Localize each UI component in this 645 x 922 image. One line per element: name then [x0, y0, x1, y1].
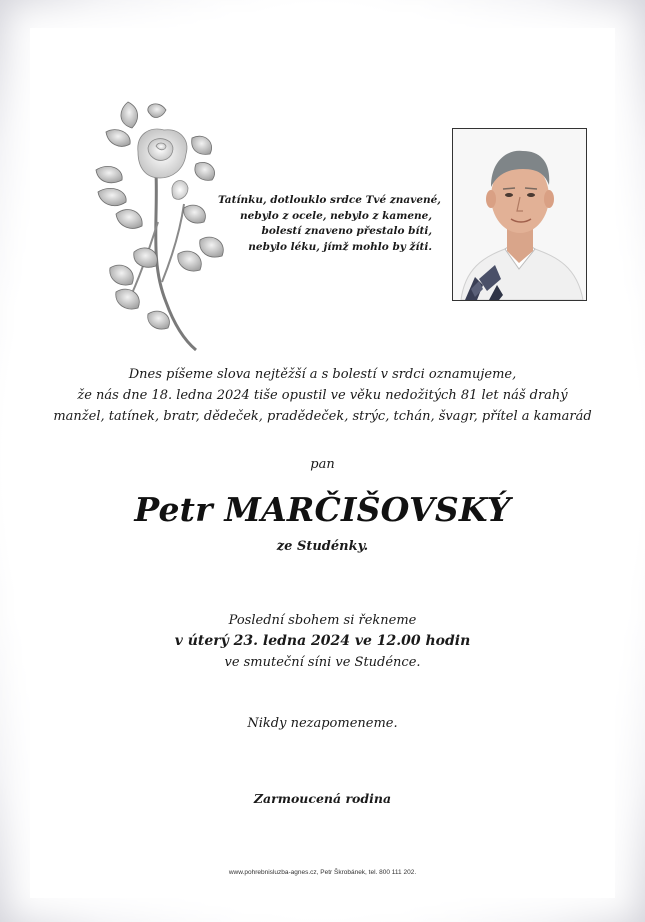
verse-line: Tatínku, dotlouklo srdce Tvé znavené,	[218, 194, 441, 206]
announcement-line: Dnes píšeme slova nejtěžší a s bolestí v srdci oznamujeme,	[128, 367, 517, 382]
rose-icon	[88, 92, 238, 354]
deceased-name: Petr MARČIŠOVSKÝ	[134, 490, 511, 529]
ceremony-place: ve smuteční síni ve Studénce.	[224, 655, 421, 670]
portrait-icon	[453, 129, 586, 300]
verse	[218, 193, 441, 255]
portrait-photo	[452, 128, 587, 301]
announcement-text	[0, 364, 645, 427]
verse-line: nebylo z ocele, nebylo z kamene,	[240, 209, 432, 222]
announcement-line: že nás dne 18. ledna 2024 tiše opustil ve věku nedožitých 81 let náš drahý	[77, 388, 568, 403]
ceremony-intro: Poslední sbohem si řekneme	[228, 613, 417, 628]
funeral-service-footer: www.pohrebnisluzba-agnes.cz, Petr Škrobánek, tel. 800 111 202.	[228, 869, 417, 876]
family-signature: Zarmoucená rodina	[253, 791, 392, 806]
ceremony-datetime: v úterý 23. ledna 2024 ve 12.00 hodin	[174, 633, 471, 649]
announcement-line: manžel, tatínek, bratr, dědeček, pradědeček, strýc, tchán, švagr, přítel a kamarád	[53, 409, 592, 424]
verse-line: bolestí znaveno přestalo bíti,	[261, 225, 432, 238]
ceremony-info	[0, 610, 645, 673]
never-forget-text: Nikdy nezapomeneme.	[247, 716, 398, 731]
verse-line: nebylo léku, jímž mohlo by žíti.	[248, 240, 432, 253]
salutation: pan	[310, 457, 335, 472]
deceased-origin: ze Studénky.	[276, 539, 369, 554]
